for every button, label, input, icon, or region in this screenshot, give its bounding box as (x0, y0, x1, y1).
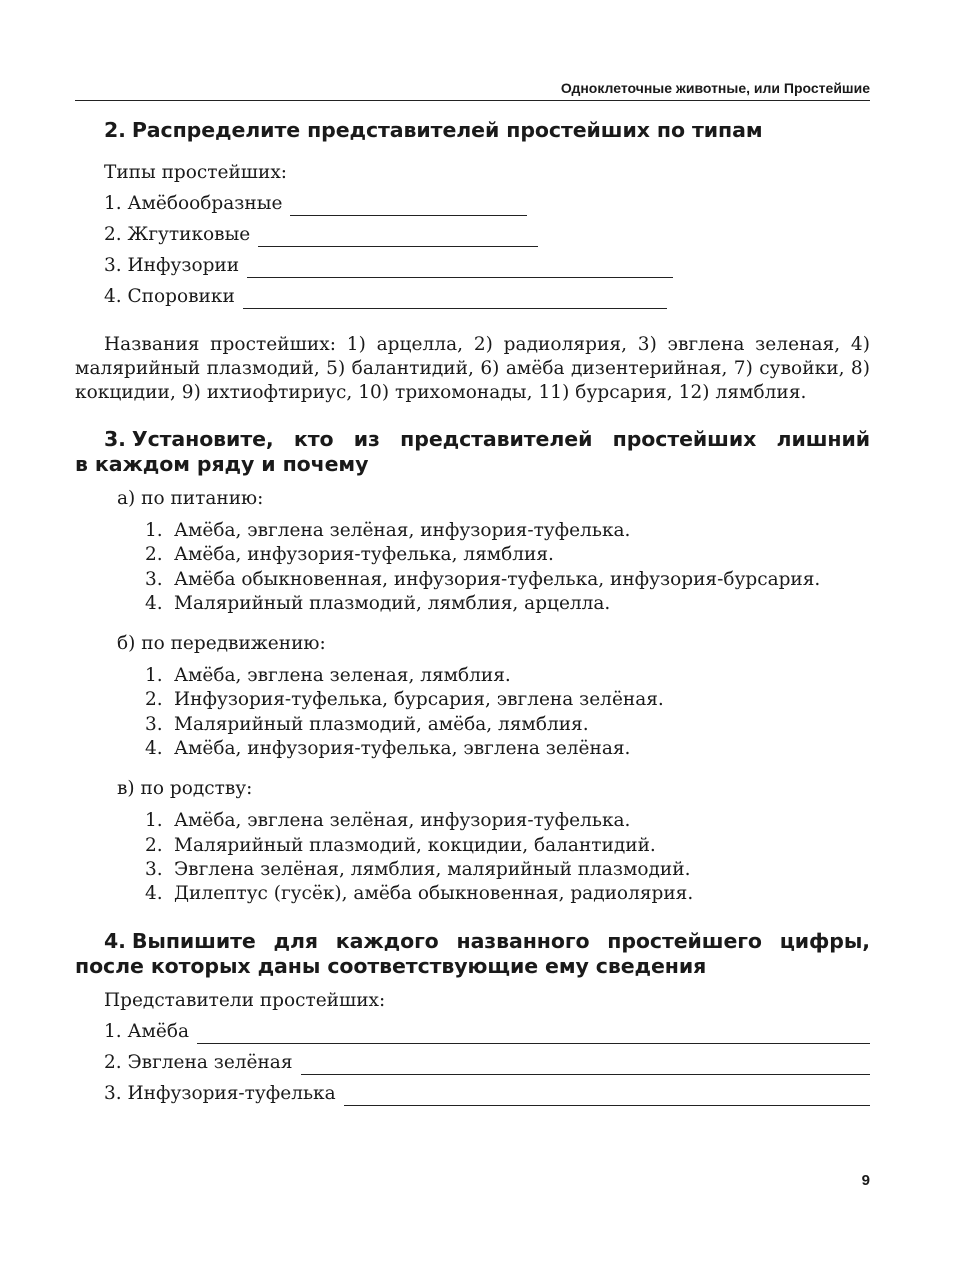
rep-answer-line-3[interactable] (344, 1087, 870, 1106)
item-number: 1. (145, 520, 163, 541)
task-2-title: Распределите представителей простейших по типам (131, 118, 763, 142)
rep-row-2 (75, 1044, 870, 1075)
list-item (145, 688, 870, 712)
answer-line-4[interactable] (243, 290, 667, 309)
list-item (145, 834, 870, 858)
list-item (145, 858, 870, 882)
item-text: Дилептус (гусёк), амёба обыкновенная, радиолярия. (174, 883, 694, 905)
list-item (145, 713, 870, 737)
item-text: Амёба обыкновенная, инфузория-туфелька, инфузория-бурсария. (174, 568, 821, 590)
group-a-label: а) по питанию: (117, 488, 264, 509)
rep-answer-line-1[interactable] (197, 1025, 870, 1044)
task-2-number: 2. (104, 118, 126, 142)
group-b-list (145, 664, 870, 761)
answer-line-2[interactable] (258, 228, 538, 247)
list-item (145, 592, 870, 616)
item-number: 2. (145, 834, 163, 856)
reps-label: Представители простейших: (104, 989, 386, 1011)
item-text: Малярийный плазмодий, лямблия, арцелла. (174, 592, 611, 614)
type-label-3: 3. Инфузории (104, 255, 240, 276)
type-row-4 (75, 278, 870, 309)
rep-row-3 (75, 1075, 870, 1106)
group-a (75, 487, 870, 616)
item-number: 1. (145, 810, 163, 832)
running-header: Одноклеточные животные, или Простейшие (560, 80, 870, 96)
item-text: Малярийный плазмодий, амёба, лямблия. (174, 713, 589, 735)
header-divider (75, 100, 870, 101)
group-c-list (145, 809, 870, 906)
types-label: Типы простейших: (104, 162, 287, 183)
task-3-heading-line-2 (75, 452, 870, 477)
item-text: Амёба, эвглена зелёная, инфузория-туфелька. (174, 520, 631, 541)
type-label-2: 2. Жгутиковые (104, 224, 251, 245)
list-item (145, 664, 870, 688)
item-text: Амёба, инфузория-туфелька, эвглена зелёная. (174, 738, 631, 760)
page-number: 9 (861, 1172, 870, 1189)
rep-row-1 (75, 1013, 870, 1044)
answer-line-1[interactable] (290, 197, 527, 216)
item-number: 4. (145, 883, 163, 905)
task-4-heading-line-1 (75, 929, 870, 954)
group-c (75, 777, 870, 906)
item-text: Амёба, инфузория-туфелька, лямблия. (174, 544, 554, 566)
task-3-heading-line-1 (75, 427, 870, 452)
task-4 (75, 929, 870, 1106)
item-text: Малярийный плазмодий, кокцидии, балантидий. (174, 834, 656, 856)
group-b (75, 632, 870, 761)
group-a-list (145, 519, 870, 616)
task-4-title-1: Выпишите для каждого названного простейшего цифры, (131, 928, 870, 953)
page-content (75, 118, 870, 1106)
item-text: Амёба, эвглена зеленая, лямблия. (174, 665, 511, 687)
item-number: 2. (145, 544, 163, 566)
list-item (145, 543, 870, 567)
list-item (145, 519, 870, 543)
type-label-4: 4. Споровики (104, 286, 235, 307)
list-item (145, 809, 870, 833)
type-row-3 (75, 247, 870, 278)
type-label-1: 1. Амёбообразные (104, 193, 283, 214)
task-4-number: 4. (104, 928, 126, 953)
item-number: 3. (145, 713, 163, 735)
item-number: 3. (145, 858, 163, 880)
task-4-heading-line-2 (75, 954, 870, 979)
type-row-1 (75, 185, 870, 216)
task-2 (75, 118, 870, 405)
list-item (145, 737, 870, 761)
item-number: 3. (145, 568, 163, 590)
group-c-label: в) по родству: (117, 778, 253, 800)
names-paragraph: Названия простейших: 1) арцелла, 2) радиолярия, 3) эвглена зеленая, 4) малярийный плазмодий, 5) балантидий, 6) амёба дизентерийная, 7) сувойки, 8) кокцидии, 9) ихтиофтириус, 10) трихомонады, 11) бурсария, 12) лямблия. (75, 334, 870, 403)
item-number: 1. (145, 665, 163, 687)
type-row-2 (75, 216, 870, 247)
rep-label-3: 3. Инфузория-туфелька (104, 1082, 336, 1104)
list-item (145, 568, 870, 592)
list-item (145, 882, 870, 906)
answer-line-3[interactable] (247, 259, 673, 278)
task-2-heading (75, 118, 870, 143)
rep-label-1: 1. Амёба (104, 1020, 190, 1042)
task-3-number: 3. (104, 427, 126, 451)
rep-label-2: 2. Эвглена зелёная (104, 1051, 293, 1073)
group-b-label: б) по передвижению: (117, 633, 326, 655)
task-3 (75, 427, 870, 907)
task-4-title-2: после которых даны соответствующие ему сведения (75, 953, 707, 978)
task-3-title-1: Установите, кто из представителей простейших лишний (131, 427, 870, 451)
item-text: Инфузория-туфелька, бурсария, эвглена зелёная. (174, 689, 664, 711)
item-number: 4. (145, 738, 163, 760)
item-number: 4. (145, 592, 163, 614)
item-number: 2. (145, 689, 163, 711)
task-3-title-2: в каждом ряду и почему (75, 452, 369, 476)
rep-answer-line-2[interactable] (301, 1056, 870, 1075)
item-text: Амёба, эвглена зелёная, инфузория-туфелька. (174, 810, 631, 832)
item-text: Эвглена зелёная, лямблия, малярийный плазмодий. (174, 858, 691, 880)
